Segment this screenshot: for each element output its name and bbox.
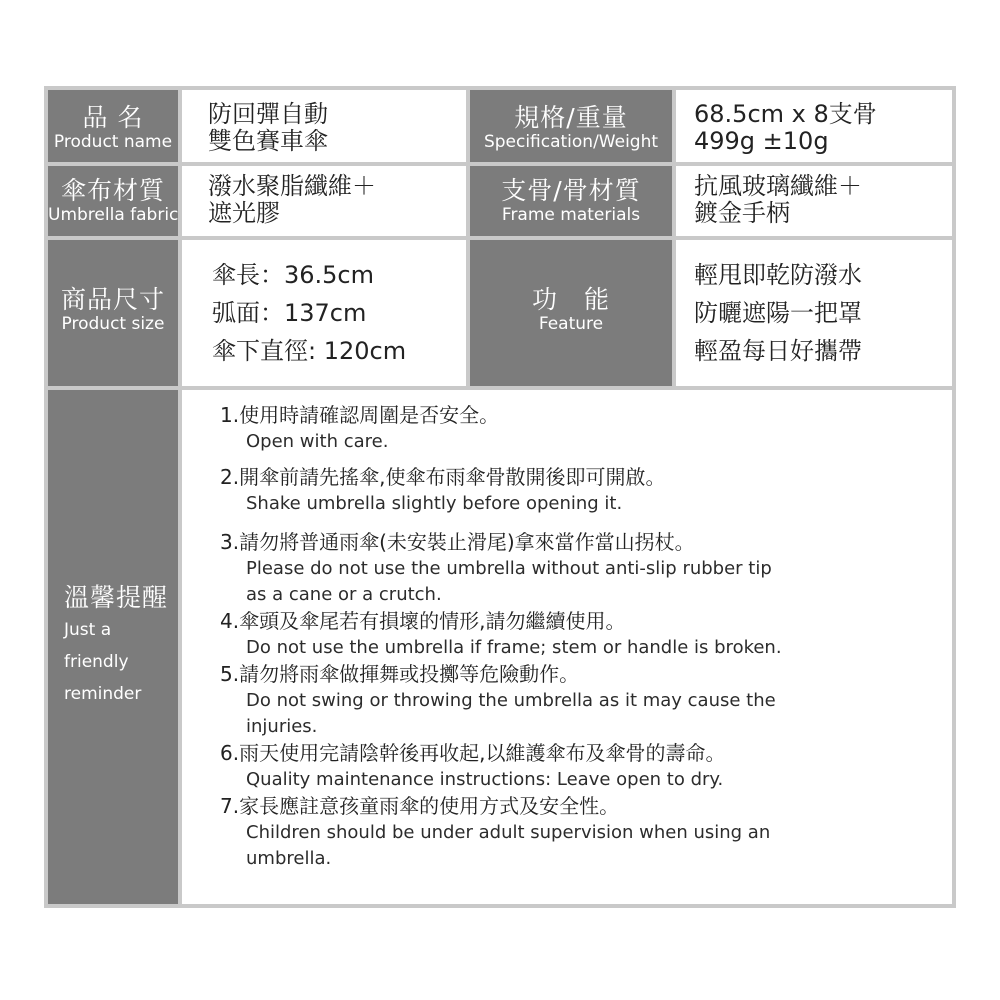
reminder-label-en: Just a bbox=[64, 620, 112, 640]
size-line: 弧面：137cm bbox=[212, 299, 367, 327]
specification-label bbox=[470, 90, 672, 162]
reminder-en: Children should be under adult supervision when using an bbox=[246, 822, 771, 843]
reminder-en: injuries. bbox=[246, 716, 318, 737]
reminder-item bbox=[220, 661, 952, 740]
feature-label-en: Feature bbox=[538, 314, 604, 334]
frame-label bbox=[470, 166, 672, 236]
reminder-zh: 4.傘頭及傘尾若有損壞的情形,請勿繼續使用。 bbox=[220, 609, 626, 633]
reminder-item bbox=[220, 793, 952, 872]
product-name-label bbox=[48, 90, 178, 162]
frame-value bbox=[676, 166, 952, 236]
reminder-en: as a cane or a crutch. bbox=[246, 584, 442, 605]
reminder-label-en: reminder bbox=[64, 684, 142, 704]
feature-label-zh: 功 能 bbox=[531, 285, 610, 314]
fabric-label-zh: 傘布材質 bbox=[60, 176, 165, 205]
reminder-item bbox=[220, 402, 952, 455]
product-name-line: 防回彈自動 bbox=[208, 100, 328, 128]
reminder-label bbox=[48, 390, 178, 904]
specification-line: 499g ±10g bbox=[694, 127, 829, 155]
size-label-en: Product size bbox=[61, 314, 165, 334]
frame-line: 抗風玻璃纖維＋ bbox=[694, 172, 862, 200]
product-name-line: 雙色賽車傘 bbox=[208, 127, 328, 155]
fabric-value bbox=[182, 166, 466, 236]
specification-label-en: Specification/Weight bbox=[483, 132, 659, 152]
reminder-item bbox=[220, 529, 952, 608]
reminder-zh: 7.家長應註意孩童雨傘的使用方式及安全性。 bbox=[220, 794, 620, 818]
product-name-label-zh: 品 名 bbox=[82, 103, 144, 132]
size-line: 傘長：36.5cm bbox=[212, 261, 375, 289]
reminder-en: Do not use the umbrella if frame; stem or handle is broken. bbox=[246, 637, 782, 658]
size-label bbox=[48, 240, 178, 386]
reminder-item bbox=[220, 740, 952, 793]
fabric-line: 遮光膠 bbox=[208, 199, 280, 227]
reminder-item bbox=[220, 464, 952, 517]
specification-value bbox=[676, 90, 952, 162]
reminder-en: Do not swing or throwing the umbrella as it may cause the bbox=[246, 690, 776, 711]
reminder-en: Open with care. bbox=[246, 431, 389, 452]
feature-line: 輕盈每日好攜帶 bbox=[694, 337, 862, 365]
reminder-zh: 2.開傘前請先搖傘,使傘布雨傘骨散開後即可開啟。 bbox=[220, 465, 666, 489]
specification-line: 68.5cm x 8支骨 bbox=[694, 100, 877, 128]
reminder-zh: 6.雨天使用完請陰幹後再收起,以維護傘布及傘骨的壽命。 bbox=[220, 741, 726, 765]
feature-line: 輕甩即乾防潑水 bbox=[694, 261, 862, 289]
frame-label-en: Frame materials bbox=[501, 205, 641, 225]
size-line: 傘下直徑: 120cm bbox=[212, 337, 407, 365]
reminder-label-zh: 溫馨提醒 bbox=[64, 583, 169, 612]
feature-label bbox=[470, 240, 672, 386]
reminder-zh: 5.請勿將雨傘做揮舞或投擲等危險動作。 bbox=[220, 662, 580, 686]
reminder-content bbox=[182, 390, 952, 904]
reminder-en: umbrella. bbox=[246, 848, 332, 869]
product-name-label-en: Product name bbox=[53, 132, 173, 152]
fabric-label bbox=[48, 166, 178, 236]
feature-line: 防曬遮陽一把罩 bbox=[694, 299, 862, 327]
specification-label-zh: 規格/重量 bbox=[514, 103, 628, 132]
size-label-zh: 商品尺寸 bbox=[60, 285, 165, 314]
frame-line: 鍍金手柄 bbox=[694, 199, 790, 227]
reminder-zh: 1.使用時請確認周圍是否安全。 bbox=[220, 403, 500, 427]
fabric-line: 潑水聚脂纖維＋ bbox=[208, 172, 376, 200]
reminder-en: Please do not use the umbrella without anti-slip rubber tip bbox=[246, 558, 772, 579]
frame-label-zh: 支骨/骨材質 bbox=[501, 176, 641, 205]
product-name-value bbox=[182, 90, 466, 162]
reminder-en: Quality maintenance instructions: Leave open to dry. bbox=[246, 769, 724, 790]
feature-value bbox=[676, 240, 952, 386]
reminder-item bbox=[220, 608, 952, 661]
reminder-label-en: friendly bbox=[64, 652, 129, 672]
spec-table bbox=[44, 86, 956, 908]
reminder-en: Shake umbrella slightly before opening it. bbox=[246, 493, 623, 514]
reminder-list bbox=[220, 402, 952, 872]
fabric-label-en: Umbrella fabric bbox=[48, 205, 179, 225]
size-value bbox=[182, 240, 466, 386]
reminder-zh: 3.請勿將普通雨傘(未安裝止滑尾)拿來當作當山拐杖。 bbox=[220, 530, 695, 554]
